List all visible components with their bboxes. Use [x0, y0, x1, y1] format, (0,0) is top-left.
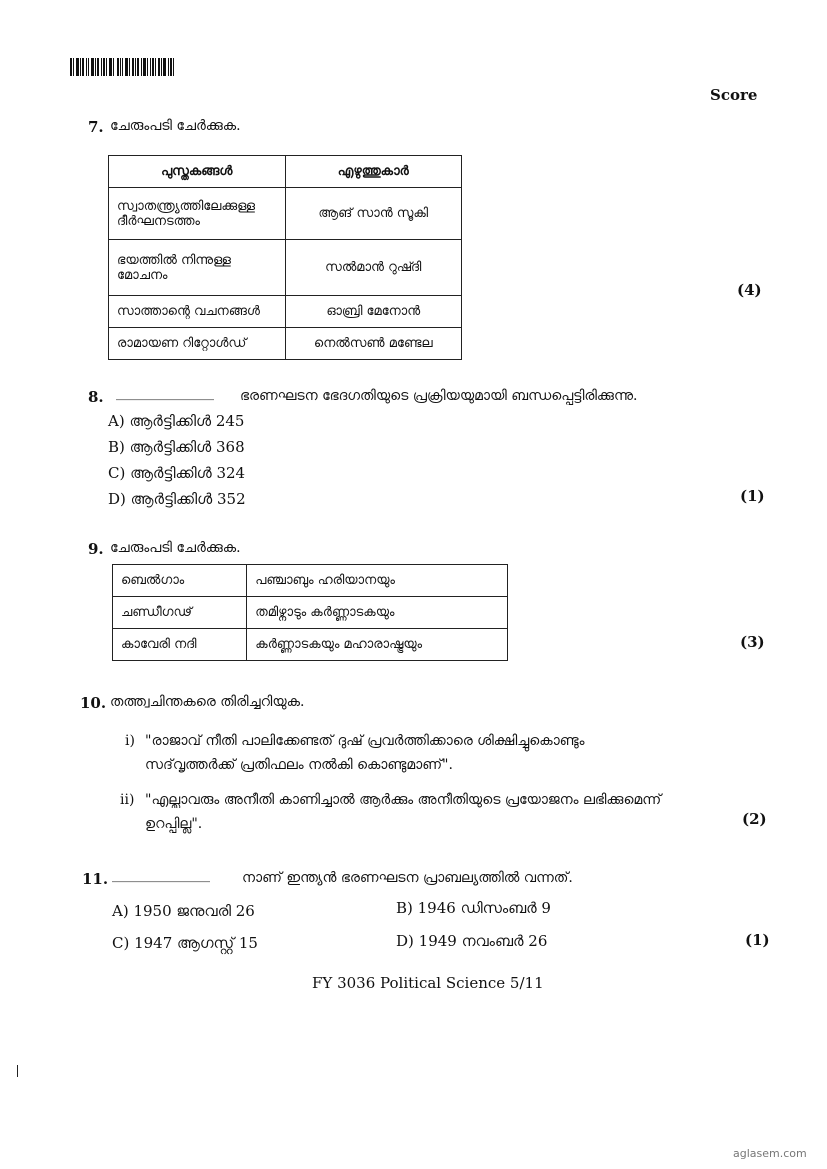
q7-match-table [108, 155, 462, 360]
q7-book-4: രാമായണ റിറ്റോൾഡ് [109, 328, 286, 360]
q8-option-a: A) ആർട്ടിക്കിൾ 245 [108, 412, 245, 430]
q11-score: (1) [745, 931, 770, 949]
page-footer: FY 3036 Political Science 5/11 [312, 974, 544, 992]
q7-book-2: ഭയത്തിൽ നിന്നുള്ള മോചനം [109, 240, 286, 296]
q9-left-1: ബെൽഗാം [113, 565, 247, 597]
q10-score: (2) [742, 810, 767, 828]
q9-score: (3) [740, 633, 765, 651]
q8-score: (1) [740, 487, 765, 505]
margin-mark [17, 1065, 18, 1077]
q9-instruction: ചേരുംപടി ചേർക്കുക. [110, 540, 241, 556]
q7-instruction: ചേരുംപടി ചേർക്കുക. [110, 118, 241, 134]
q11-number: 11. [82, 870, 109, 888]
q7-author-2: സൽമാൻ റുഷ്ദി [285, 240, 462, 296]
q9-match-table [112, 564, 508, 661]
q7-col-authors: എഴുത്തുകാർ [285, 156, 462, 188]
q8-stem: ഭരണഘടന ഭേദഗതിയുടെ പ്രക്രിയയുമായി ബന്ധപ്പെട്ടിരിക്കുന്നു. [240, 388, 638, 404]
q10-instruction: തത്ത്വചിന്തകരെ തിരിച്ചറിയുക. [110, 694, 305, 710]
q7-author-3: ഓബ്രി മേനോൻ [285, 296, 462, 328]
q10-item-i-line2: സദ്‌വൃത്തർക്ക് പ്രതിഫലം നൽകി കൊണ്ടുമാണ്". [145, 757, 453, 773]
q9-right-1: പഞ്ചാബും ഹരിയാനയും [247, 565, 508, 597]
q10-item-ii-label: ii) [120, 792, 135, 808]
q8-option-b: B) ആർട്ടിക്കിൾ 368 [108, 438, 245, 456]
q10-item-ii-line2: ഉറപ്പില്ല". [145, 816, 203, 832]
q9-number: 9. [88, 540, 104, 558]
score-column-heading: Score [710, 86, 758, 104]
q7-number: 7. [88, 118, 104, 136]
q11-option-a: A) 1950 ജനുവരി 26 [112, 902, 255, 920]
q9-right-2: തമിഴ്നാടും കർണ്ണാടകയും [247, 597, 508, 629]
q10-number: 10. [80, 694, 107, 712]
q11-blank: ______________ [112, 867, 210, 883]
q7-book-1: സ്വാതന്ത്ര്യത്തിലേക്കുള്ള ദീർഘനടത്തം [109, 188, 286, 240]
q11-option-d: D) 1949 നവംബർ 26 [396, 932, 548, 950]
q7-col-books: പുസ്തകങ്ങൾ [109, 156, 286, 188]
q9-left-3: കാവേരി നദി [113, 629, 247, 661]
watermark: aglasem.com [733, 1147, 807, 1160]
q8-option-d: D) ആർട്ടിക്കിൾ 352 [108, 490, 246, 508]
q8-option-c: C) ആർട്ടിക്കിൾ 324 [108, 464, 246, 482]
q9-left-2: ചണ്ഡീഗഢ് [113, 597, 247, 629]
barcode [70, 58, 198, 76]
q9-right-3: കർണ്ണാടകയും മഹാരാഷ്ട്രയും [247, 629, 508, 661]
q11-option-b: B) 1946 ഡിസംബർ 9 [396, 899, 551, 917]
q10-item-i-line1: "രാജാവ് നീതി പാലിക്കേണ്ടത് ദുഷ് പ്രവർത്തിക്കാരെ ശിക്ഷിച്ചുകൊണ്ടും [145, 733, 585, 749]
q8-number: 8. [88, 388, 104, 406]
q7-author-4: നെൽസൺ മണ്ടേല [285, 328, 462, 360]
q10-item-i-label: i) [125, 733, 135, 749]
q7-book-3: സാത്താന്റെ വചനങ്ങൾ [109, 296, 286, 328]
q11-stem: നാണ് ഇന്ത്യൻ ഭരണഘടന പ്രാബല്യത്തിൽ വന്നത്. [242, 870, 573, 886]
q7-author-1: ആങ് സാൻ സൂകി [285, 188, 462, 240]
q11-option-c: C) 1947 ആഗസ്റ്റ് 15 [112, 934, 258, 952]
q7-score: (4) [737, 281, 762, 299]
q10-item-ii-line1: "എല്ലാവരും അനീതി കാണിച്ചാൽ ആർക്കും അനീതിയുടെ പ്രയോജനം ലഭിക്കുമെന്ന് [145, 792, 662, 808]
q8-blank: ______________ [116, 385, 214, 401]
